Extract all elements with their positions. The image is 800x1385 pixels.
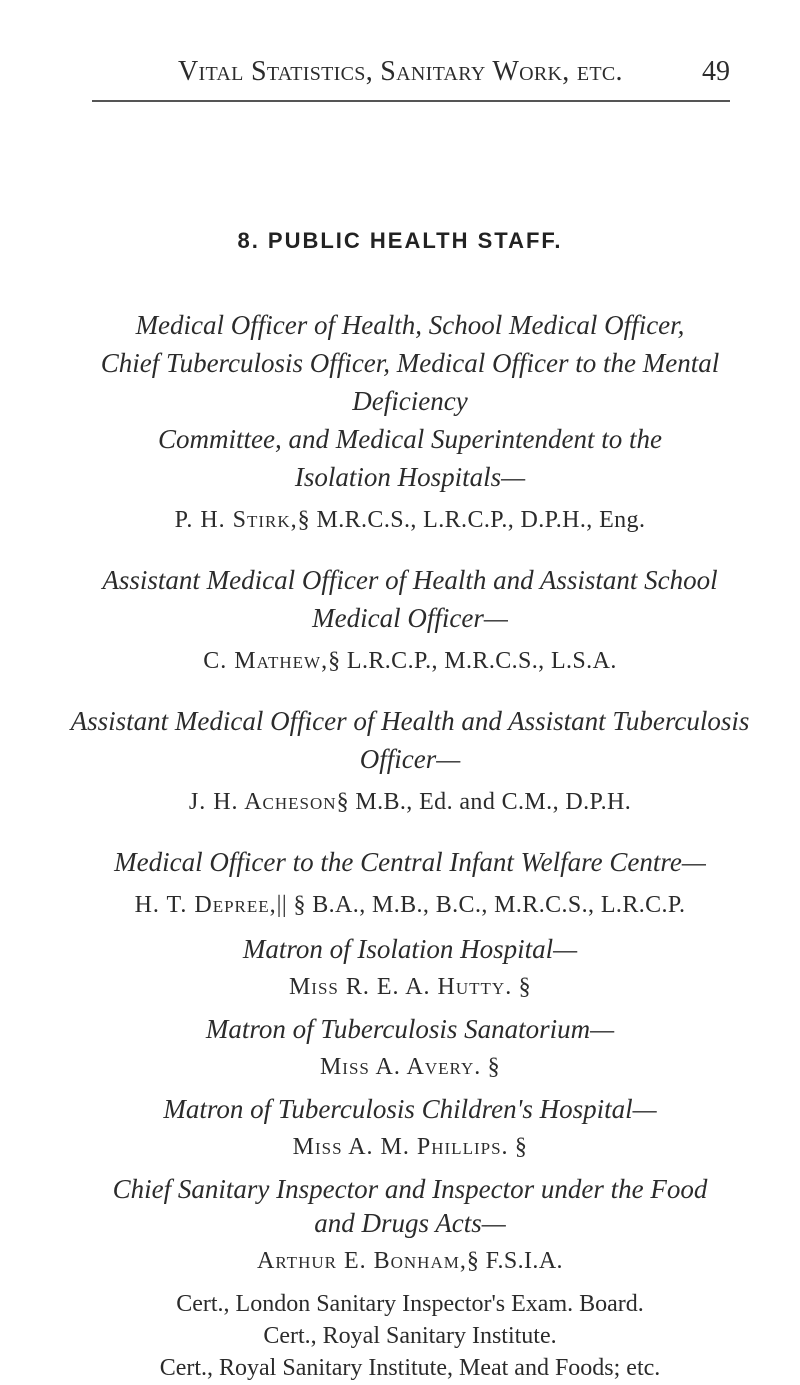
staff-entry-assistant-moh <box>40 561 780 678</box>
staff-name: Arthur E. Bonham,§ F.S.I.A. <box>257 1247 563 1274</box>
staff-entry-assistant-tuberculosis <box>40 702 780 819</box>
certificate-list <box>40 1288 780 1384</box>
staff-name: C. Mathew,§ L.R.C.P., M.R.C.S., L.S.A. <box>203 647 617 674</box>
role-title: Assistant Medical Officer of Health and Assistant School Medical Officer— <box>102 564 718 633</box>
staff-entry-moh <box>40 306 780 537</box>
certificate-line: Cert., Royal Sanitary Institute, Meat and Foods; etc. <box>159 1354 661 1381</box>
staff-name: Miss A. Avery. § <box>319 1053 501 1080</box>
staff-entry-matron-sanatorium <box>40 1012 780 1082</box>
role-title: Medical Officer to the Central Infant Welfare Centre— <box>114 846 706 877</box>
staff-entry-chief-sanitary-inspector <box>40 1172 780 1276</box>
staff-name: Miss A. M. Phillips. § <box>292 1133 528 1160</box>
staff-entry-matron-childrens-hospital <box>40 1092 780 1162</box>
staff-entry-matron-isolation <box>40 932 780 1002</box>
role-title: Medical Officer of Health, School Medical Officer, Chief Tuberculosis Officer, Medical Officer to the Mental Deficiency Committee, and Medical Superintendent to the Isolation Hospitals— <box>100 310 720 492</box>
running-title: Vital Statistics, Sanitary Work, etc. <box>178 56 623 87</box>
role-title: Matron of Tuberculosis Sanatorium— <box>205 1013 615 1044</box>
running-header <box>0 56 800 96</box>
header-rule <box>92 100 730 102</box>
certificate-line: Cert., London Sanitary Inspector's Exam. Board. <box>176 1290 644 1317</box>
section-title: 8. PUBLIC HEALTH STAFF. <box>237 228 563 253</box>
certificate-line: Cert., Royal Sanitary Institute. <box>263 1322 557 1349</box>
staff-name: J. H. Acheson§ M.B., Ed. and C.M., D.P.H. <box>188 788 632 815</box>
role-title: Matron of Tuberculosis Children's Hospital— <box>163 1093 657 1124</box>
staff-entry-infant-welfare <box>40 843 780 922</box>
staff-name: Miss R. E. A. Hutty. § <box>288 973 532 1000</box>
page-number: 49 <box>702 56 730 87</box>
staff-name: P. H. Stirk,§ M.R.C.S., L.R.C.P., D.P.H., Eng. <box>174 507 646 533</box>
role-title: Assistant Medical Officer of Health and Assistant Tuberculosis Officer— <box>70 705 750 774</box>
role-title: Matron of Isolation Hospital— <box>242 933 578 964</box>
staff-name: H. T. Depree,|| § B.A., M.B., B.C., M.R.C.S., L.R.C.P. <box>134 891 686 918</box>
role-title: Chief Sanitary Inspector and Inspector under the Food and Drugs Acts— <box>112 1173 708 1238</box>
